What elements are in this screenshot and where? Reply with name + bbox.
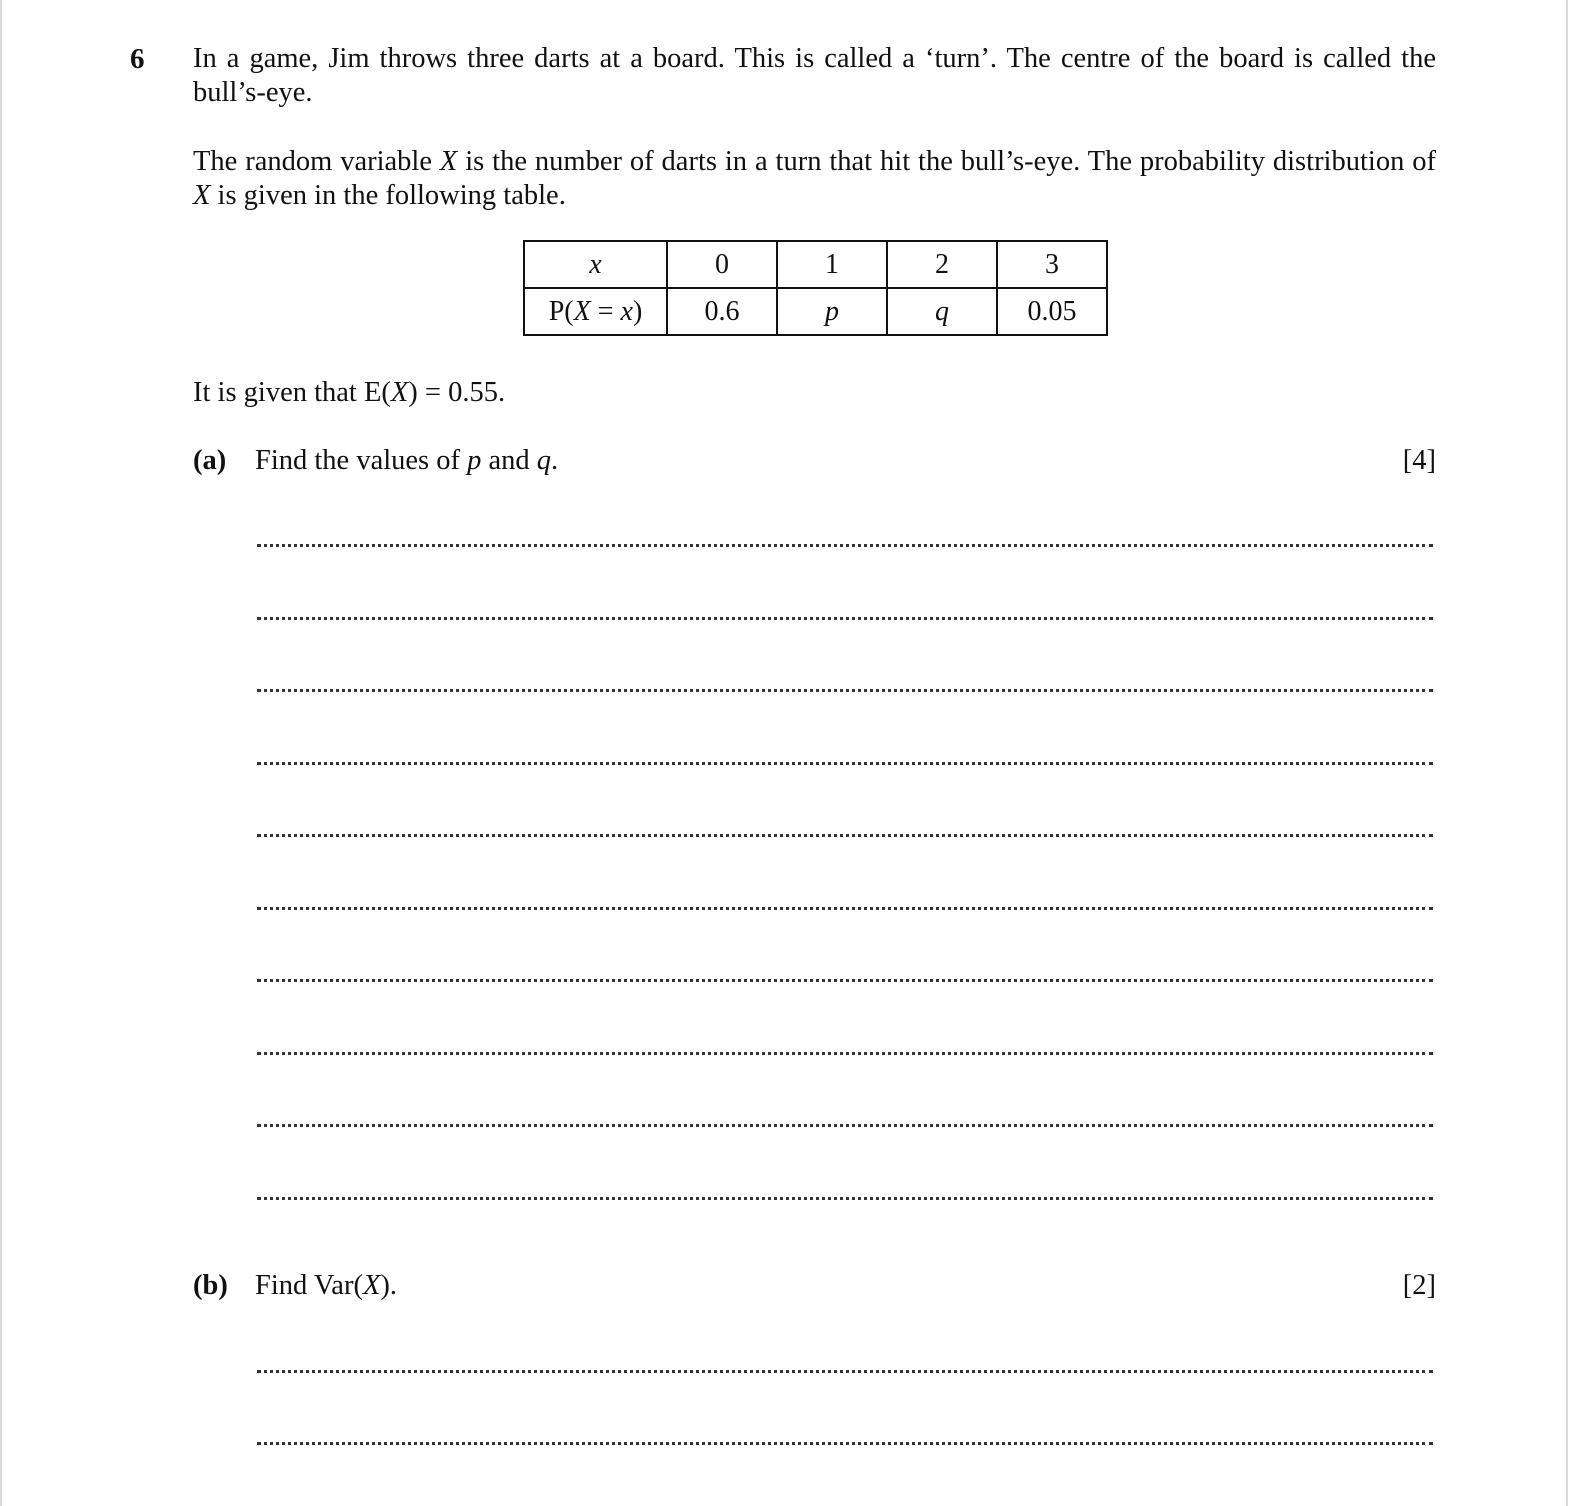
table-cell-probability: q (887, 288, 997, 335)
part-a-marks: [4] (1402, 445, 1436, 476)
part-b-label: (b) (193, 1270, 228, 1301)
part-a-question (255, 445, 558, 477)
answer-line[interactable] (257, 762, 1433, 765)
given-expectation (193, 376, 1436, 410)
table-cell-x: 3 (997, 241, 1107, 288)
table-cell-probability: 0.6 (667, 288, 777, 335)
given-text-1: It is given that E( (193, 377, 391, 408)
answer-line[interactable] (257, 544, 1433, 547)
part-a-text-3: . (551, 445, 559, 476)
probability-distribution-table (523, 240, 1108, 336)
table-header-probability (524, 288, 667, 335)
answer-line[interactable] (257, 1197, 1433, 1200)
answer-line[interactable] (257, 617, 1433, 620)
page-left-border (0, 0, 2, 1506)
table-cell-probability: 0.05 (997, 288, 1107, 335)
part-a-label: (a) (193, 445, 227, 476)
distribution-description (193, 145, 1436, 213)
part-b-text-1: Find Var( (255, 1270, 363, 1301)
question-intro (193, 42, 1436, 110)
variable-X: X (439, 146, 458, 177)
page-right-border (1566, 0, 1568, 1506)
part-a-text-1: Find the values of (255, 445, 468, 476)
part-a-text-2: and (481, 445, 537, 476)
distribution-text-2: is the number of darts in a turn that hit the bull’s-eye. The probability distribution of (457, 146, 1436, 177)
variable-p: p (467, 445, 482, 476)
given-text-2: ) = 0.55. (408, 377, 506, 408)
question-number: 6 (130, 43, 145, 75)
variable-q: q (536, 445, 552, 476)
answer-line[interactable] (257, 907, 1433, 910)
table-cell-probability: p (777, 288, 887, 335)
answer-line[interactable] (257, 834, 1433, 837)
answer-line[interactable] (257, 689, 1433, 692)
answer-line[interactable] (257, 1052, 1433, 1055)
answer-line[interactable] (257, 1370, 1433, 1373)
table-row-x (524, 241, 1107, 288)
variable-X: X (390, 377, 409, 408)
table-header-x: x (524, 241, 667, 288)
answer-line[interactable] (257, 979, 1433, 982)
variable-X: X (573, 295, 591, 327)
table-row-probability (524, 288, 1107, 335)
distribution-text-1: The random variable (193, 146, 440, 177)
distribution-text-3: is given in the following table. (210, 180, 566, 211)
intro-text: In a game, Jim throws three darts at a board. This is called a ‘turn’. The centre of the board is called the bull’s-eye. (193, 43, 1436, 108)
part-b-question (255, 1270, 397, 1302)
part-b-text-2: ). (380, 1270, 397, 1301)
header-part: = (590, 295, 621, 327)
variable-X: X (193, 180, 211, 211)
table-cell-x: 0 (667, 241, 777, 288)
answer-line[interactable] (257, 1442, 1433, 1445)
table-cell-x: 2 (887, 241, 997, 288)
variable-X: X (362, 1270, 381, 1301)
header-part: P( (548, 295, 574, 327)
answer-line[interactable] (257, 1124, 1433, 1127)
variable-x: x (620, 295, 633, 327)
part-b-marks: [2] (1402, 1270, 1436, 1301)
header-part: ) (632, 295, 643, 327)
table-cell-x: 1 (777, 241, 887, 288)
